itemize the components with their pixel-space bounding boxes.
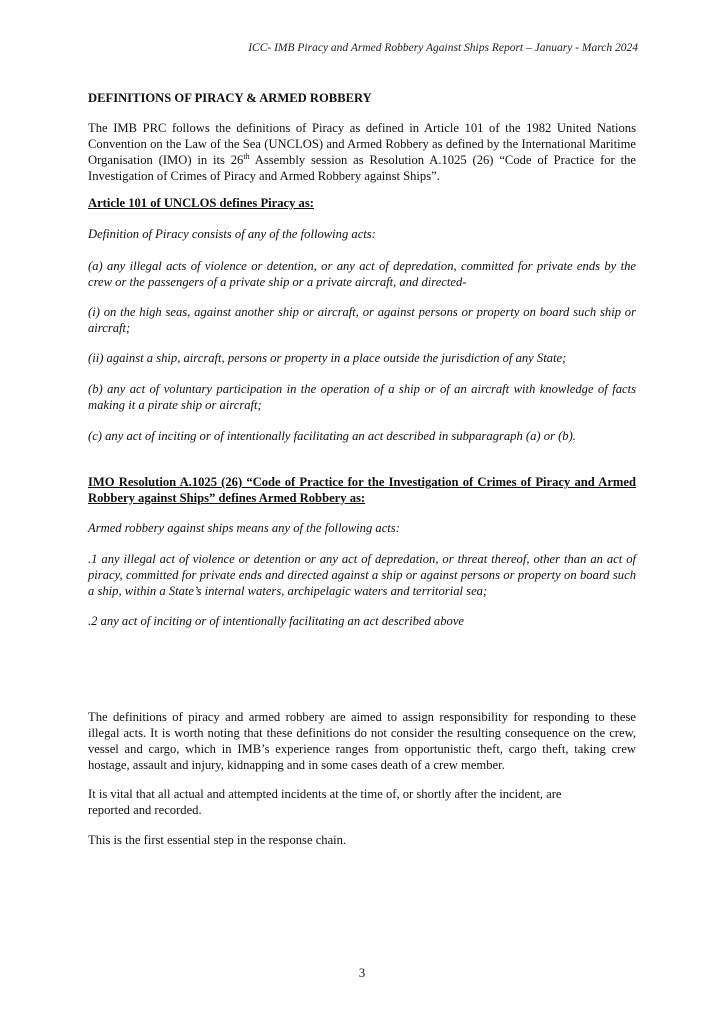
unclos-ii-block: [88, 350, 636, 366]
page-number: 3: [358, 966, 366, 980]
unclos-clause-a: (a) any illegal acts of violence or detention, or any act of depredation, committed for private ends by the crew or the passengers of a private ship or a private aircraft, and directed-: [88, 259, 636, 289]
unclos-i-block: [88, 304, 636, 336]
intro-text-part1: The IMB PRC follows the definitions of Piracy as defined in Article 101 of the 1982 United Nations Convention on the Law of the Sea (UNCLOS) and Armed Robbery as defined by the International Maritime Organisation (IMO) in its 26: [88, 121, 636, 167]
imo-item-2: .2 any act of inciting or of intentionally facilitating an act described above: [88, 614, 464, 628]
intro-text-part2: Assembly session as Resolution A.1025 (26) “Code of Practice for the Investigation of Crimes of Piracy and Armed Robbery against Ships”.: [88, 153, 636, 183]
closing-paragraph-2: It is vital that all actual and attempted incidents at the time of, or shortly after the incident, are reported and recorded.: [88, 787, 562, 817]
closing-p1-block: [88, 709, 636, 773]
closing-paragraph-1: The definitions of piracy and armed robbery are aimed to assign responsibility for responding to these illegal acts. It is worth noting that these definitions do not consider the resulting consequence on the crew, vessel and cargo, which in IMB’s experience ranges from opportunistic theft, cargo theft, taking crew hostage, assault and injury, kidnapping and in some cases death of a crew member.: [88, 710, 636, 772]
closing-p2-block: [88, 786, 636, 818]
imo-item1-block: [88, 551, 636, 599]
running-header: ICC- IMB Piracy and Armed Robbery Against Ships Report – January - March 2024: [248, 42, 638, 54]
closing-paragraph-3: This is the first essential step in the response chain.: [88, 833, 347, 847]
unclos-b-block: [88, 381, 636, 413]
unclos-clause-b: (b) any act of voluntary participation in the operation of a ship or of an aircraft with knowledge of facts making it a pirate ship or aircraft;: [88, 382, 636, 412]
unclos-heading: Article 101 of UNCLOS defines Piracy as:: [88, 196, 314, 210]
unclos-lead: Definition of Piracy consists of any of the following acts:: [88, 227, 376, 241]
unclos-c-block: [88, 428, 636, 444]
intro-superscript: th: [243, 151, 250, 161]
unclos-lead-block: [88, 226, 636, 242]
unclos-clause-c: (c) any act of inciting or of intentionally facilitating an act described in subparagraph (a) or (b).: [88, 429, 576, 443]
unclos-a-block: [88, 258, 636, 290]
imo-item2-block: [88, 613, 636, 629]
closing-p3-block: [88, 832, 636, 848]
imo-lead: Armed robbery against ships means any of the following acts:: [88, 521, 400, 535]
intro-paragraph: [88, 120, 636, 184]
imo-heading: IMO Resolution A.1025 (26) “Code of Practice for the Investigation of Crimes of Piracy and Armed Robbery against Ships” defines Armed Robbery as:: [88, 475, 636, 505]
section-heading: DEFINITIONS OF PIRACY & ARMED ROBBERY: [88, 91, 372, 105]
imo-item-1: .1 any illegal act of violence or detention or any act of depredation, or threat thereof, other than an act of piracy, committed for private ends and directed against a ship or against persons or property on board such a ship, within a State’s internal waters, archipelagic waters and territorial sea;: [88, 552, 636, 598]
imo-heading-block: [88, 474, 636, 506]
imo-lead-block: [88, 520, 636, 536]
unclos-clause-i: (i) on the high seas, against another ship or aircraft, or against persons or property on board such ship or aircraft;: [88, 305, 636, 335]
section-title: [88, 90, 636, 106]
unclos-clause-ii: (ii) against a ship, aircraft, persons or property in a place outside the jurisdiction of any State;: [88, 351, 567, 365]
unclos-heading-block: [88, 195, 636, 211]
